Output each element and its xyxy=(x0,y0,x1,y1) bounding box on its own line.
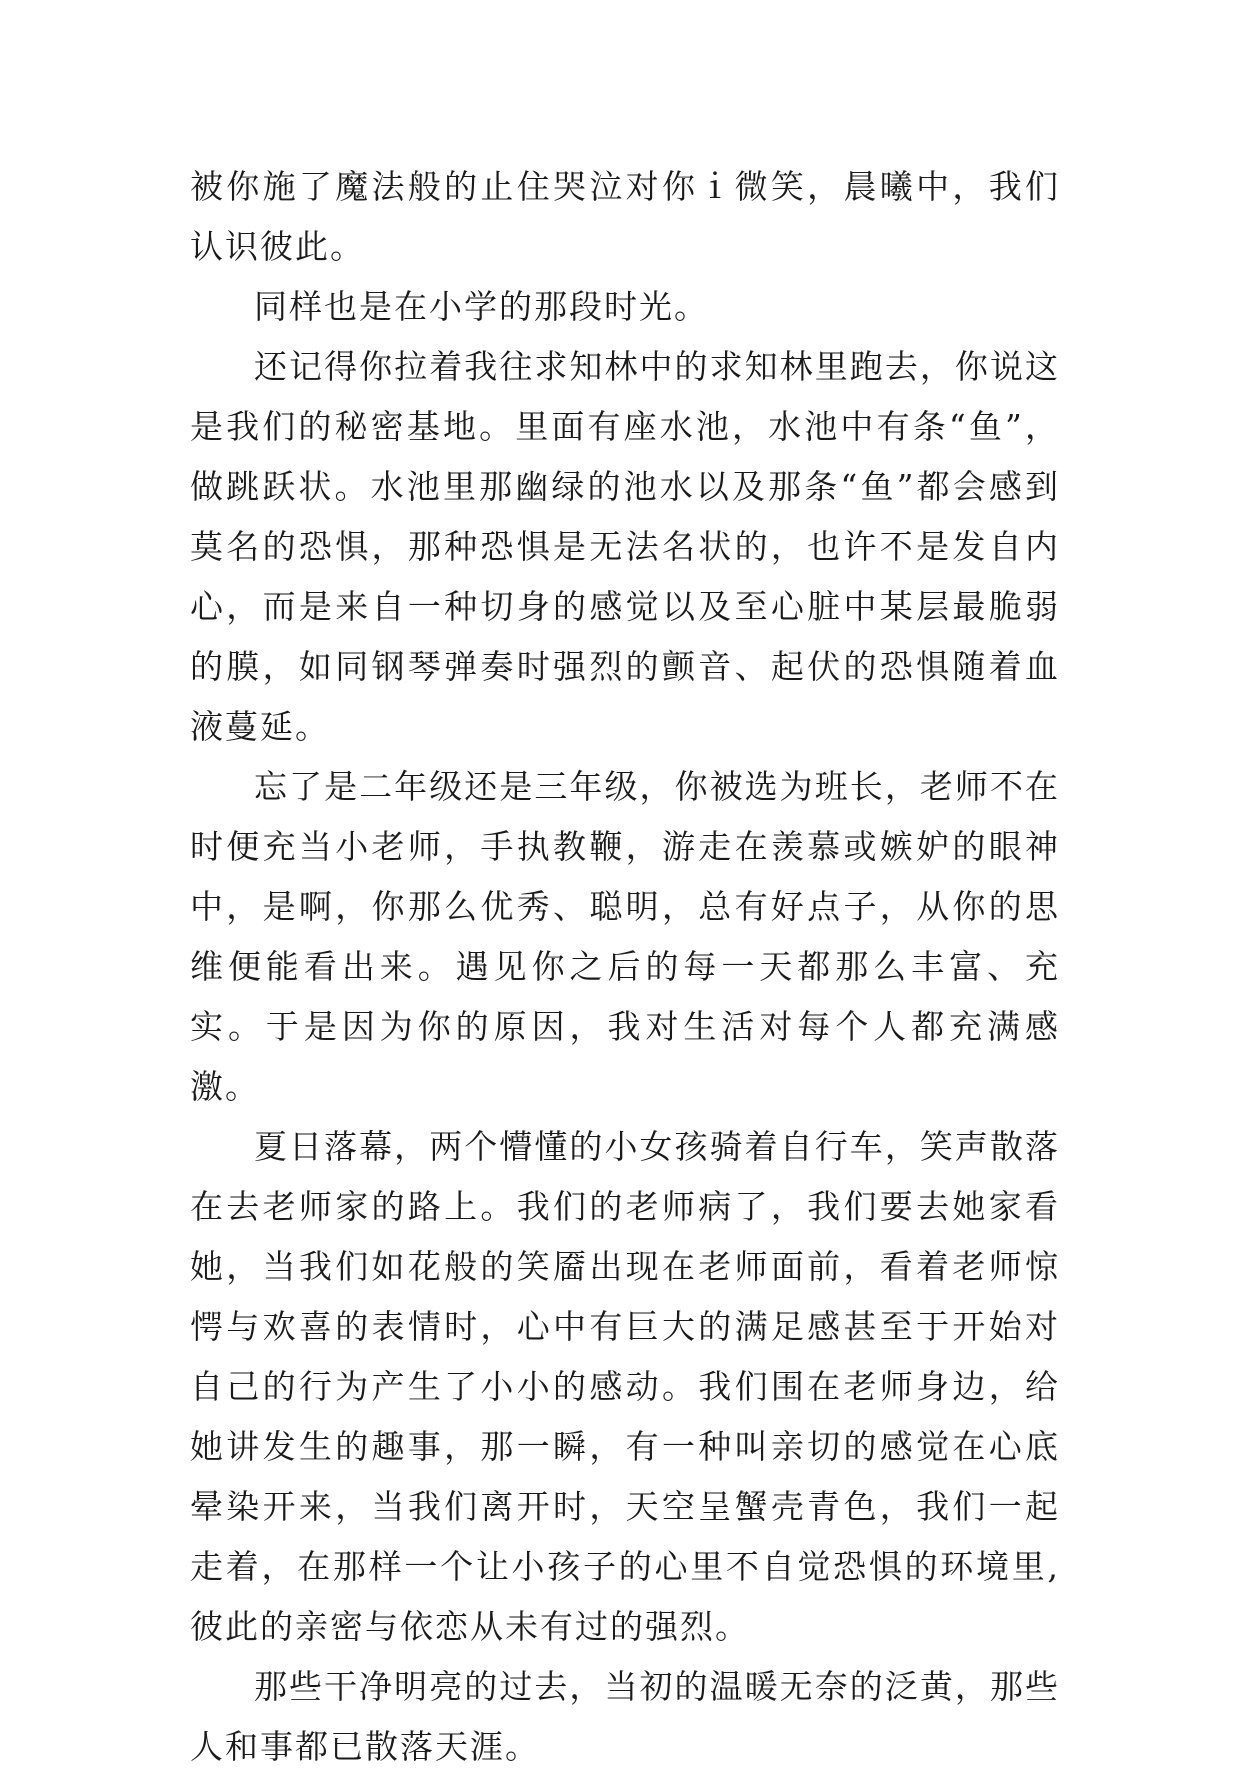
paragraph: 被你施了魔法般的止住哭泣对你ｉ微笑，晨曦中，我们认识彼此。 xyxy=(190,167,1060,266)
paragraph: 那些干净明亮的过去，当初的温暖无奈的泛黄，那些人和事都已散落天涯。 xyxy=(190,1667,1060,1766)
paragraph: 忘了是二年级还是三年级，你被选为班长，老师不在时便充当小老师，手执教鞭，游走在羡慕或嫉妒的眼神中，是啊，你那么优秀、聪明，总有好点子，从你的思维便能看出来。遇见你之后的每一天都那么丰富、充实。于是因为你的原因，我对生活对每个人都充满感激。 xyxy=(190,767,1060,1106)
paragraph: 同样也是在小学的那段时光。 xyxy=(254,287,709,326)
document-body xyxy=(190,157,1060,1777)
paragraph: 还记得你拉着我往求知林中的求知林里跑去，你说这是我们的秘密基地。里面有座水池，水池中有条“鱼”，做跳跃状。水池里那幽绿的池水以及那条“鱼”都会感到莫名的恐惧，那种恐惧是无法名状的，也许不是发自内心，而是来自一种切身的感觉以及至心脏中某层最脆弱的膜，如同钢琴弹奏时强烈的颤音、起伏的恐惧随着血液蔓延。 xyxy=(190,347,1060,746)
paragraph: 夏日落幕，两个懵懂的小女孩骑着自行车，笑声散落在去老师家的路上。我们的老师病了，我们要去她家看她，当我们如花般的笑靥出现在老师面前，看着老师惊愕与欢喜的表情时，心中有巨大的满足感甚至于开始对自己的行为产生了小小的感动。我们围在老师身边，给她讲发生的趣事，那一瞬，有一种叫亲切的感觉在心底晕染开来，当我们离开时，天空呈蟹壳青色，我们一起走着，在那样一个让小孩子的心里不自觉恐惧的环境里,彼此的亲密与依恋从未有过的强烈。 xyxy=(190,1127,1060,1646)
